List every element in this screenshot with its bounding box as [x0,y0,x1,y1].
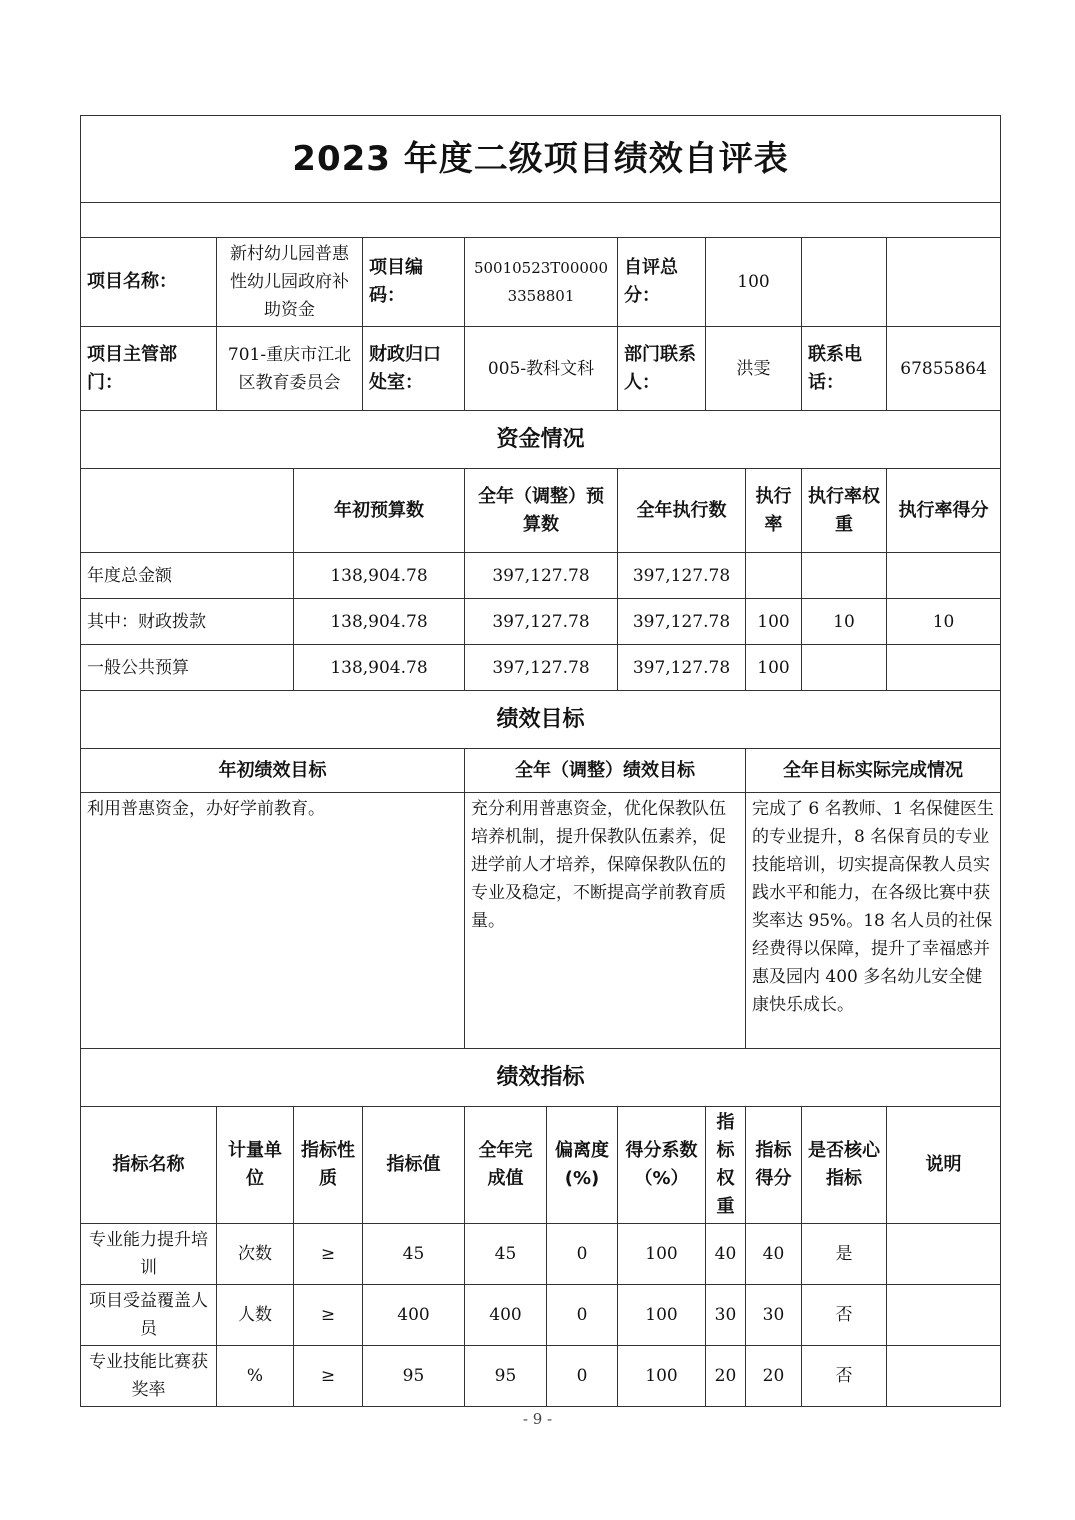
funds-cell: 397,127.78 [465,553,618,599]
project-code-value: 50010523T000003358801 [465,238,618,327]
finance-office-label: 财政归口处室： [363,327,465,411]
ind-header-coefficient: 得分系数（%） [618,1107,706,1224]
self-score-label: 自评总分： [618,238,706,327]
funds-cell: 138,904.78 [294,553,465,599]
funds-cell: 397,127.78 [618,645,746,691]
funds-cell [802,553,887,599]
ind-cell: 20 [746,1346,802,1407]
funds-cell: 100 [746,599,802,645]
goals-header-adjusted: 全年（调整）绩效目标 [465,749,746,793]
funds-row [81,599,1001,645]
ind-cell: 否 [802,1285,887,1346]
funds-cell: 138,904.78 [294,645,465,691]
phone-label: 联系电话： [802,327,887,411]
project-code-label: 项目编码： [363,238,465,327]
ind-cell: 400 [465,1285,547,1346]
ind-cell: 30 [746,1285,802,1346]
funds-cell: 397,127.78 [618,553,746,599]
funds-cell: 138,904.78 [294,599,465,645]
dept-value: 701-重庆市江北区教育委员会 [217,327,363,411]
ind-cell: ≥ [294,1224,363,1285]
goals-actual-text: 完成了 6 名教师、1 名保健医生的专业提升，8 名保育员的专业技能培训，切实提高保教人员实践水平和能力，在各级比赛中获奖率达 95%。18 名人员的社保经费得以保障，提升了幸福感并惠及园内 400 多名幼儿安全健康快乐成长。 [746,793,1001,1049]
funds-cell [746,553,802,599]
ind-cell: 否 [802,1346,887,1407]
ind-cell: 人数 [217,1285,294,1346]
ind-header-name: 指标名称 [81,1107,217,1224]
ind-cell [887,1224,1001,1285]
funds-cell: 397,127.78 [618,599,746,645]
finance-office-value: 005-教科文科 [465,327,618,411]
blank-row [81,203,1001,238]
phone-value: 67855864 [887,327,1001,411]
contact-label: 部门联系人： [618,327,706,411]
contact-value: 洪雯 [706,327,802,411]
funds-section-title: 资金情况 [81,411,1001,469]
funds-cell: 10 [802,599,887,645]
ind-cell: 专业技能比赛获奖率 [81,1346,217,1407]
ind-header-note: 说明 [887,1107,1001,1224]
page-number: - 9 - [522,1410,553,1428]
ind-cell: 0 [547,1285,618,1346]
indicator-row [81,1285,1001,1346]
self-evaluation-table [80,115,1001,1407]
funds-cell: 100 [746,645,802,691]
goals-header-initial: 年初绩效目标 [81,749,465,793]
ind-header-score: 指标得分 [746,1107,802,1224]
indicators-section-title: 绩效指标 [81,1049,1001,1107]
funds-header-blank [81,469,294,553]
funds-cell: 397,127.78 [465,645,618,691]
ind-cell: 专业能力提升培训 [81,1224,217,1285]
ind-cell: ≥ [294,1285,363,1346]
ind-cell: 0 [547,1224,618,1285]
ind-header-deviation: 偏离度(%) [547,1107,618,1224]
funds-cell [887,553,1001,599]
ind-cell: 项目受益覆盖人员 [81,1285,217,1346]
ind-cell: 45 [363,1224,465,1285]
ind-cell: 400 [363,1285,465,1346]
ind-cell: 95 [465,1346,547,1407]
funds-cell: 10 [887,599,1001,645]
funds-row-label: 其中：财政拨款 [81,599,294,645]
goals-adjusted-text: 充分利用普惠资金，优化保教队伍培养机制，提升保教队伍素养，促进学前人才培养，保障保教队伍的专业及稳定，不断提高学前教育质量。 [465,793,746,1049]
ind-header-target: 指标值 [363,1107,465,1224]
project-name-label: 项目名称： [81,238,217,327]
project-name-value: 新村幼儿园普惠性幼儿园政府补助资金 [217,238,363,327]
ind-cell: 20 [706,1346,746,1407]
page-title: 2023 年度二级项目绩效自评表 [81,116,1001,203]
ind-cell: 45 [465,1224,547,1285]
ind-cell: 100 [618,1224,706,1285]
ind-cell [887,1285,1001,1346]
empty-cell [802,238,887,327]
ind-cell: 0 [547,1346,618,1407]
funds-row [81,553,1001,599]
funds-header-initial-budget: 年初预算数 [294,469,465,553]
ind-cell: 40 [746,1224,802,1285]
ind-cell: 是 [802,1224,887,1285]
ind-cell: 30 [706,1285,746,1346]
dept-label: 项目主管部门： [81,327,217,411]
funds-header-exec-score: 执行率得分 [887,469,1001,553]
ind-cell: 95 [363,1346,465,1407]
ind-cell: 100 [618,1285,706,1346]
goals-section-title: 绩效目标 [81,691,1001,749]
funds-row-label: 一般公共预算 [81,645,294,691]
empty-cell [887,238,1001,327]
funds-row [81,645,1001,691]
ind-cell: 次数 [217,1224,294,1285]
funds-header-executed: 全年执行数 [618,469,746,553]
funds-header-adjusted-budget: 全年（调整）预算数 [465,469,618,553]
ind-header-unit: 计量单位 [217,1107,294,1224]
ind-header-core: 是否核心指标 [802,1107,887,1224]
funds-header-exec-weight: 执行率权重 [802,469,887,553]
indicator-row [81,1224,1001,1285]
goals-header-actual: 全年目标实际完成情况 [746,749,1001,793]
ind-header-actual: 全年完成值 [465,1107,547,1224]
funds-cell: 397,127.78 [465,599,618,645]
ind-cell: ≥ [294,1346,363,1407]
ind-cell: 100 [618,1346,706,1407]
ind-cell: % [217,1346,294,1407]
funds-header-exec-rate: 执行率 [746,469,802,553]
funds-cell [887,645,1001,691]
ind-header-weight: 指标权重 [706,1107,746,1224]
self-score-value: 100 [706,238,802,327]
ind-cell: 40 [706,1224,746,1285]
indicator-row [81,1346,1001,1407]
goals-initial-text: 利用普惠资金，办好学前教育。 [81,793,465,1049]
ind-header-nature: 指标性质 [294,1107,363,1224]
funds-row-label: 年度总金额 [81,553,294,599]
ind-cell [887,1346,1001,1407]
funds-cell [802,645,887,691]
